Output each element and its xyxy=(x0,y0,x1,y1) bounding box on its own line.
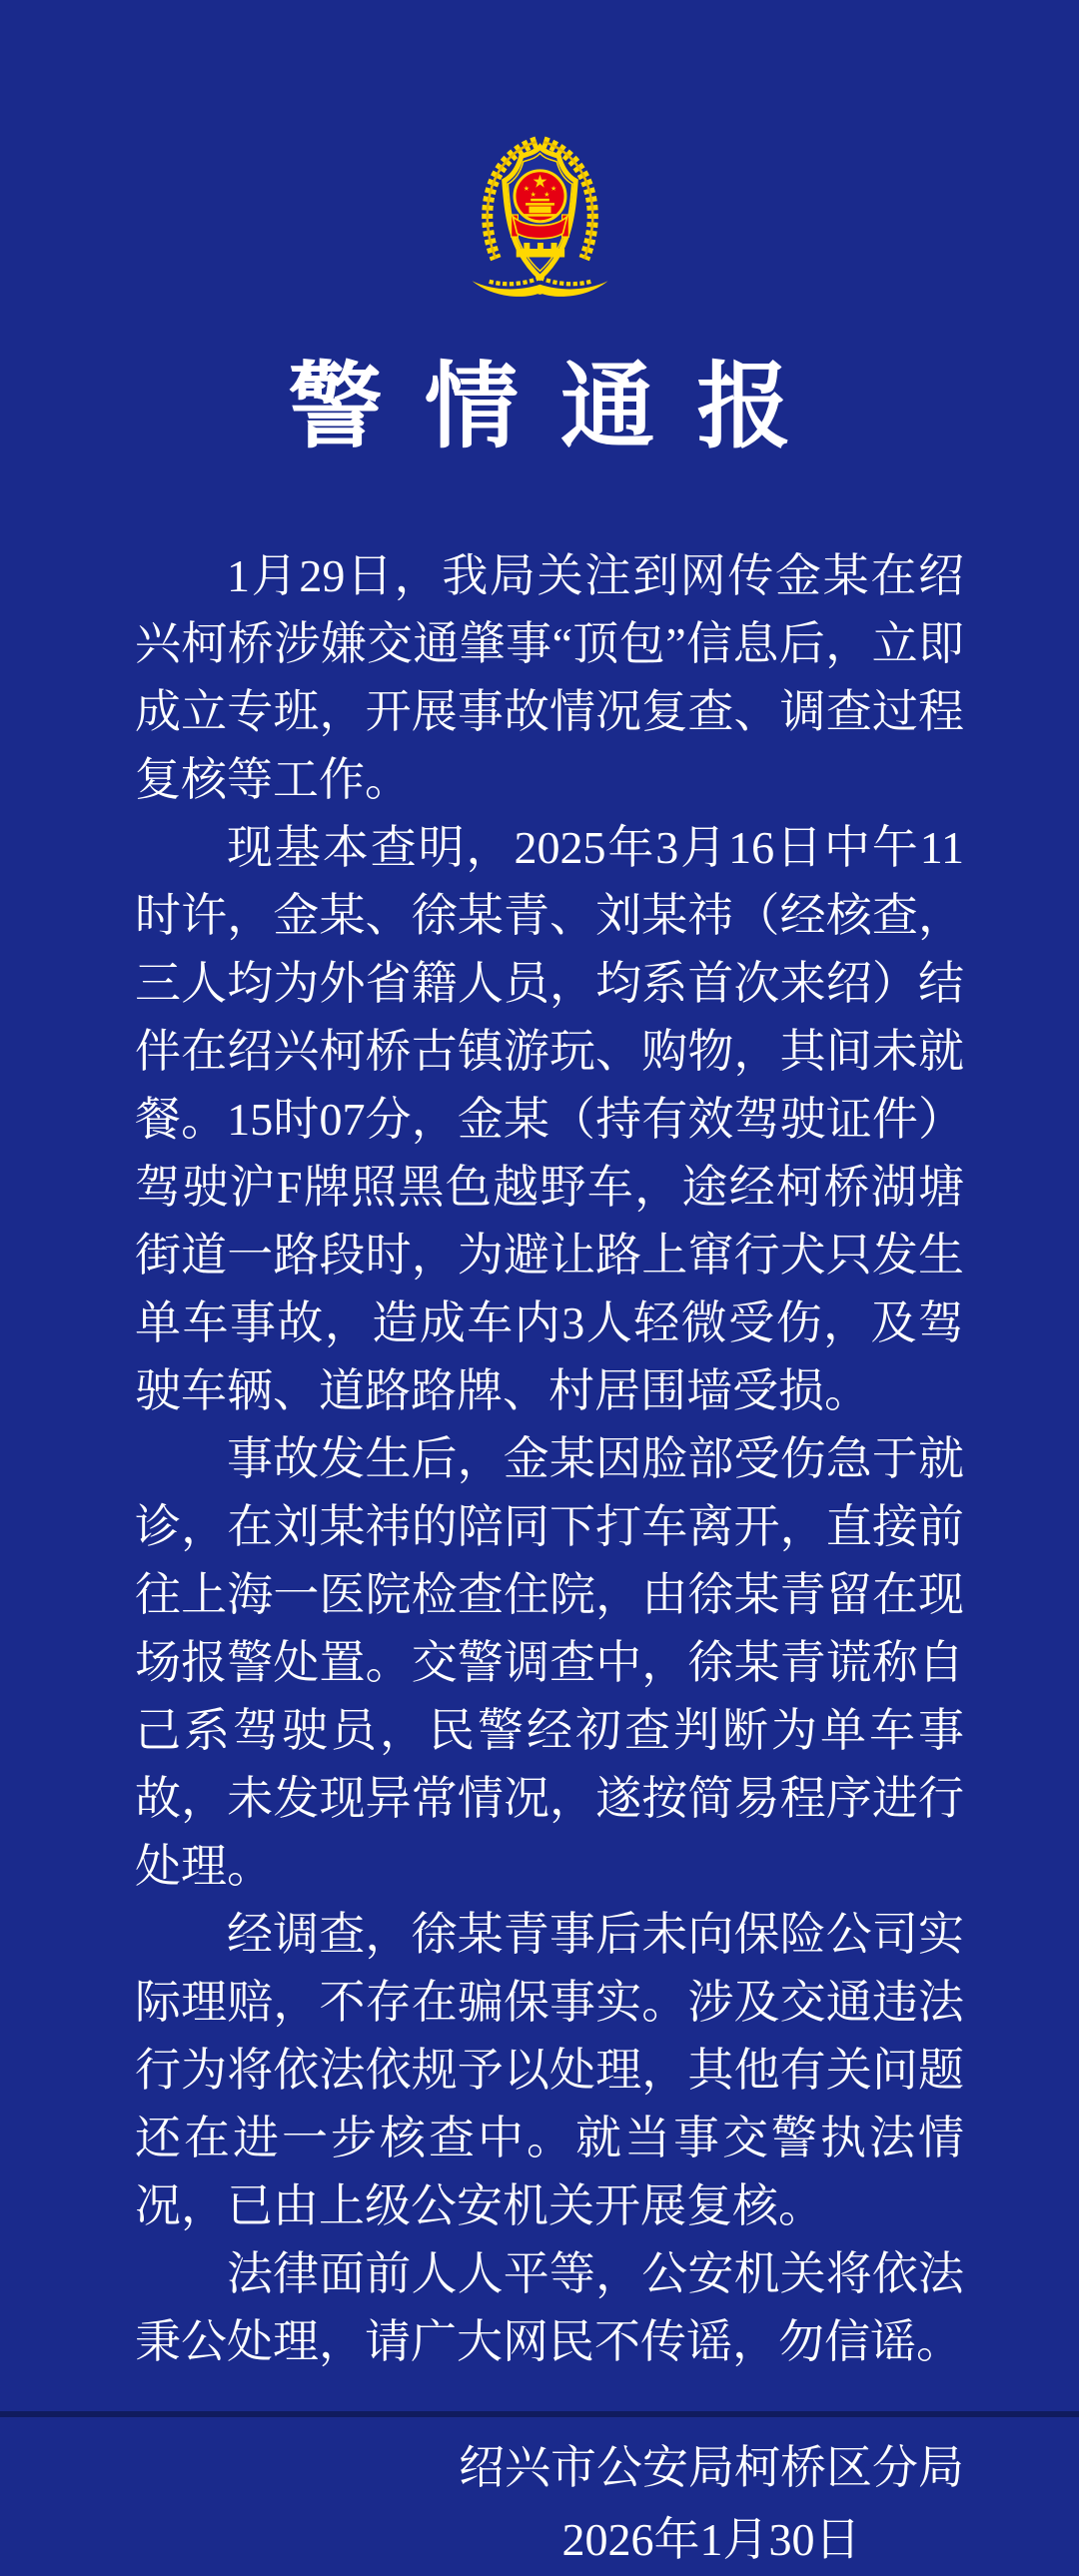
notice-paragraph-5: 法律面前人人平等，公安机关将依法秉公处理，请广大网民不传谣，勿信谣。 xyxy=(135,2248,964,2367)
issuer-name: 绍兴市公安局柯桥区分局 xyxy=(459,2442,964,2493)
bottom-edge-shadow xyxy=(0,2411,1079,2417)
notice-footer xyxy=(135,2432,964,2576)
notice-title: 警情通报 xyxy=(288,356,833,459)
notice-paragraph-4: 经调查，徐某青事后未向保险公司实际理赔，不存在骗保事实。涉及交通违法行为将依法依规予以处理，其他有关问题还在进一步核查中。就当事交警执法情况，已由上级公安机关开展复核。 xyxy=(135,1909,964,2231)
notice-paragraph-3: 事故发生后，金某因脸部受伤急于就诊，在刘某祎的陪同下打车离开，直接前往上海一医院检查住院，由徐某青留在现场报警处置。交警调查中，徐某青谎称自己系驾驶员，民警经初查判断为单车事故，未发现异常情况，遂按简易程序进行处理。 xyxy=(135,1433,964,1892)
police-badge-icon xyxy=(464,130,616,300)
notice-body xyxy=(135,542,964,2376)
police-badge xyxy=(0,0,1079,305)
notice-paragraph-2: 现基本查明，2025年3月16日中午11时许，金某、徐某青、刘某祎（经核查，三人均为外省籍人员，均系首次来绍）结伴在绍兴柯桥古镇游玩、购物，其间未就餐。15时07分，金某（持有效驾驶证件）驾驶沪F牌照黑色越野车，途经柯桥湖塘街道一路段时，为避让路上窜行犬只发生单车事故，造成车内3人轻微受伤，及驾驶车辆、道路路牌、村居围墙受损。 xyxy=(135,822,964,1416)
notice-paragraph-1: 1月29日，我局关注到网传金某在绍兴柯桥涉嫌交通肇事“顶包”信息后，立即成立专班，开展事故情况复查、调查过程复核等工作。 xyxy=(135,550,964,805)
signature-block xyxy=(459,2432,964,2576)
issue-date: 2026年1月30日 xyxy=(561,2514,861,2565)
